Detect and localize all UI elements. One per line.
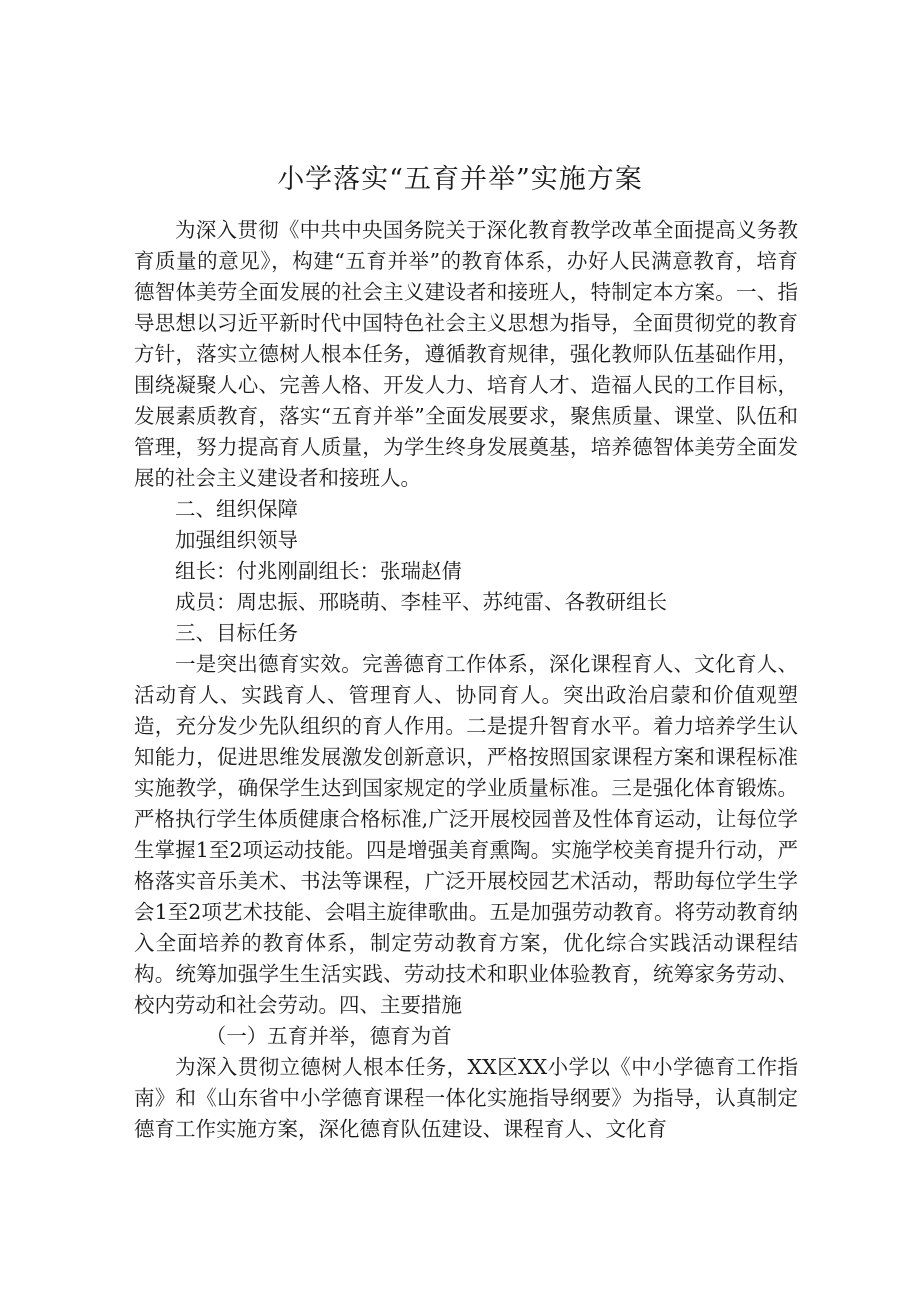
document-title: 小学落实“五育并举”实施方案 <box>277 164 643 195</box>
group-members-line: 成员：周忠振、邢晓萌、李桂平、苏纯雷、各教研组长 <box>175 590 667 614</box>
intro-paragraph: 为深入贯彻《中共中央国务院关于深化教育教学改革全面提高义务教育质量的意见》，构建“五育并举”的教育体系，办好人民满意教育，培育德智体美劳全面发展的社会主义建设者和接班人，特制定本方案。一、指导思想以习近平新时代中国特色社会主义思想为指导，全面贯彻党的教育方针，落实立德树人根本任务，遵循教育规律，强化教师队伍基础作用，围绕凝聚人心、完善人格、开发人力、培育人才、造福人民的工作目标，发展素质教育，落实“五育并举”全面发展要求，聚焦质量、课堂、队伍和管理，努力提高育人质量，为学生终身发展奠基，培养德智体美劳全面发展的社会主义建设者和接班人。 <box>134 218 798 490</box>
subsection-heading-moral: （一）五育并举，德育为首 <box>205 1024 452 1048</box>
group-leaders-line: 组长：付兆刚副组长：张瑞赵倩 <box>175 559 462 583</box>
section-heading-goals: 三、目标任务 <box>175 621 298 645</box>
section-heading-organization: 二、组织保障 <box>175 497 298 521</box>
document-body <box>134 215 798 1145</box>
goals-paragraph: 一是突出德育实效。完善德育工作体系，深化课程育人、文化育人、活动育人、实践育人、管理育人、协同育人。突出政治启蒙和价值观塑造，充分发少先队组织的育人作用。二是提升智育水平。着力培养学生认知能力，促进思维发展激发创新意识，严格按照国家课程方案和课程标准实施教学，确保学生达到国家规定的学业质量标准。三是强化体育锻炼。严格执行学生体质健康合格标准,广泛开展校园普及性体育运动，让每位学生掌握1至2项运动技能。四是增强美育熏陶。实施学校美育提升行动，严格落实音乐美术、书法等课程，广泛开展校园艺术活动，帮助每位学生学会1至2项艺术技能、会唱主旋律歌曲。五是加强劳动教育。将劳动教育纳入全面培养的教育体系，制定劳动教育方案，优化综合实践活动课程结构。统筹加强学生生活实践、劳动技术和职业体验教育，统筹家务劳动、校内劳动和社会劳动。四、主要措施 <box>134 652 798 1017</box>
subheading-leadership: 加强组织领导 <box>175 528 298 552</box>
moral-education-paragraph: 为深入贯彻立德树人根本任务，XX区XX小学以《中小学德育工作指南》和《山东省中小学德育课程一体化实施指导纲要》为指导，认真制定德育工作实施方案，深化德育队伍建设、课程育人、文化育 <box>134 1055 798 1141</box>
